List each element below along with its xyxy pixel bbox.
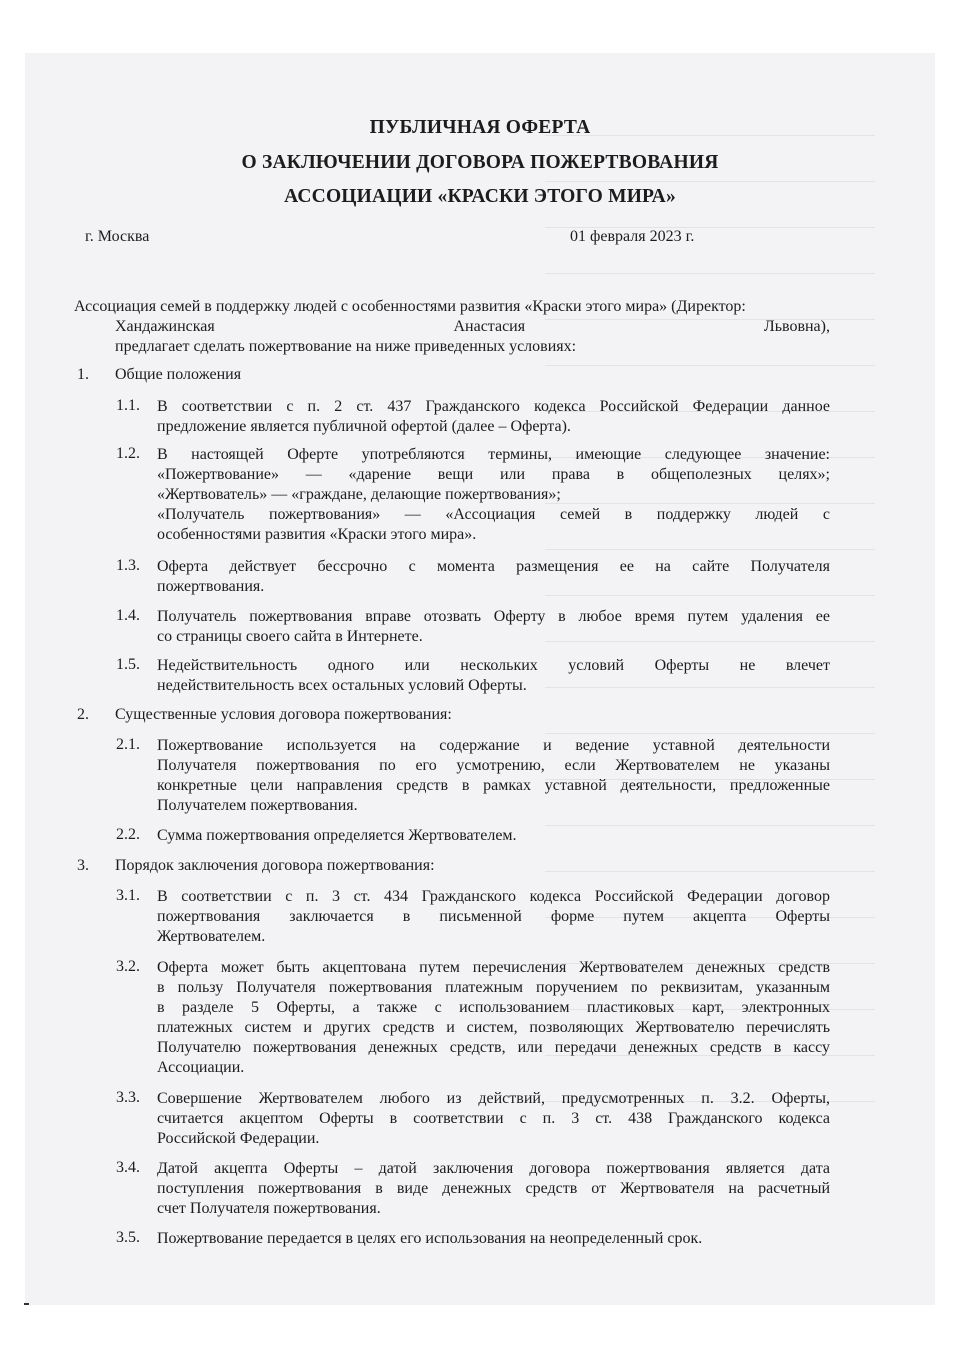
intro-line-1: Ассоциация семей в поддержку людей с особенностями развития «Краски этого мира» (Директор: [74,298,746,315]
item-3-3-text [157,1089,830,1149]
item-1-4-text [157,607,830,647]
director-surname: Хандажинская [115,318,215,335]
text-line: Совершение Жертвователем любого из действий, предусмотренных п. 3.2. Оферты, [157,1090,830,1107]
text-line: Недействительность одного или нескольких условий Оферты не влечет [157,657,830,674]
document-date: 01 февраля 2023 г. [570,228,695,245]
item-3-3-number: 3.3. [116,1089,140,1106]
section-1-title: Общие положения [115,366,242,383]
item-3-1-number: 3.1. [116,887,140,904]
item-1-4-number: 1.4. [116,607,140,624]
item-2-2-number: 2.2. [116,826,140,843]
item-1-1-number: 1.1. [116,397,140,414]
text-line: в пользу Получателя пожертвования платежным поручением по реквизитам, указанным [157,979,830,996]
text-line: Сумма пожертвования определяется Жертвователем. [157,827,517,844]
item-1-5-text [157,656,830,696]
section-3-title: Порядок заключения договора пожертвования: [115,857,435,874]
text-line: особенностями развития «Краски этого мира». [157,526,477,543]
text-line: «Получатель пожертвования» — «Ассоциация семей в поддержку людей с [157,506,830,523]
text-line: недействительность всех остальных условий Оферты. [157,677,527,694]
text-line: Российской Федерации. [157,1130,320,1147]
text-line: В соответствии с п. 2 ст. 437 Гражданского кодекса Российской Федерации данное [157,398,830,415]
item-3-2-text [157,958,830,1078]
item-3-5-text [157,1229,830,1249]
text-line: пожертвования. [157,578,265,595]
intro-line-2 [115,317,830,337]
director-patronymic: Львовна), [763,318,830,335]
item-3-4-text [157,1159,830,1219]
director-name: Анастасия [453,318,526,335]
item-1-3-text [157,557,830,597]
text-line: «Жертвователь» — «граждане, делающие пожертвования»; [157,486,561,503]
text-line: Ассоциации. [157,1059,245,1076]
text-line: Оферта может быть акцептована путем перечисления Жертвователем денежных средств [157,959,830,976]
text-line: Получателю пожертвования денежных средств, или передачи денежных средств в кассу [157,1039,830,1056]
city: г. Москва [85,228,150,245]
item-3-1-text [157,887,830,947]
scan-mark [24,1303,29,1305]
text-line: Пожертвование используется на содержание и ведение уставной деятельности [157,737,830,754]
item-2-1-number: 2.1. [116,736,140,753]
text-line: Получателя пожертвования по его усмотрению, если Жертвователем не указаны [157,757,830,774]
text-line: платежных систем и других средств и систем, позволяющих Жертвователю перечислять [157,1019,830,1036]
document-title-line-2: О ЗАКЛЮЧЕНИИ ДОГОВОРА ПОЖЕРТВОВАНИЯ [241,152,719,173]
text-line: со страницы своего сайта в Интернете. [157,628,423,645]
text-line: Жертвователем. [157,928,266,945]
text-line: Оферта действует бессрочно с момента размещения ее на сайте Получателя [157,558,830,575]
document-title-line-1: ПУБЛИЧНАЯ ОФЕРТА [369,117,591,138]
item-2-2-text [157,826,830,846]
text-line: «Пожертвование» — «дарение вещи или права в общеполезных целях»; [157,466,830,483]
item-3-2-number: 3.2. [116,958,140,975]
text-line: Пожертвование передается в целях его использования на неопределенный срок. [157,1230,703,1247]
item-1-5-number: 1.5. [116,656,140,673]
text-line: Получателем пожертвования. [157,797,358,814]
item-1-2-text [157,445,830,545]
item-2-1-text [157,736,830,816]
item-1-1-text [157,397,830,437]
text-line: счет Получателя пожертвования. [157,1200,381,1217]
section-1-number: 1. [77,366,89,383]
intro-line-3: предлагает сделать пожертвование на ниже приведенных условиях: [115,338,577,355]
item-1-3-number: 1.3. [116,557,140,574]
text-line: пожертвования заключается в письменной форме путем акцепта Оферты [157,908,830,925]
text-line: считается акцептом Оферты в соответствии с п. 3 ст. 438 Гражданского кодекса [157,1110,830,1127]
text-line: В соответствии с п. 3 ст. 434 Гражданского кодекса Российской Федерации договор [157,888,830,905]
item-3-5-number: 3.5. [116,1229,140,1246]
text-line: предложение является публичной офертой (далее – Оферта). [157,418,571,435]
text-line: В настоящей Оферте употребляются термины, имеющие следующее значение: [157,446,830,463]
item-1-2-number: 1.2. [116,445,140,462]
section-3-number: 3. [77,857,89,874]
text-line: в разделе 5 Оферты, а также с использованием пластиковых карт, электронных [157,999,830,1016]
section-2-number: 2. [77,706,89,723]
text-line: Получатель пожертвования вправе отозвать Оферту в любое время путем удаления ее [157,608,830,625]
text-line: поступления пожертвования в виде денежных средств от Жертвователя на расчетный [157,1180,830,1197]
text-line: конкретные цели направления средств в рамках уставной деятельности, предложенные [157,777,830,794]
item-3-4-number: 3.4. [116,1159,140,1176]
document-title-line-3: АССОЦИАЦИИ «КРАСКИ ЭТОГО МИРА» [284,186,676,207]
section-2-title: Существенные условия договора пожертвования: [115,706,452,723]
text-line: Датой акцепта Оферты – датой заключения договора пожертвования является дата [157,1160,830,1177]
